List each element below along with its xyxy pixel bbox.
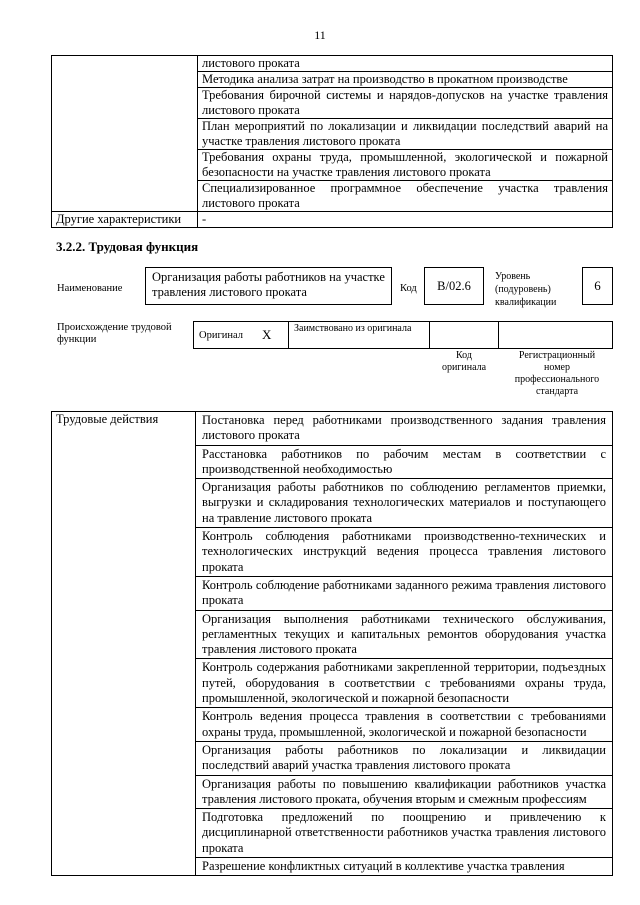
code-value-box: B/02.6 <box>424 267 484 305</box>
table-cell: Организация работы работников по локализации и ликвидации последствий аварий участка травления листового проката <box>196 741 613 775</box>
table-row <box>52 56 613 72</box>
table-cell: Постановка перед работниками производственного задания травления листового проката <box>196 412 613 446</box>
name-label: Наименование <box>57 283 123 294</box>
table-cell: Разрешение конфликтных ситуаций в коллективе участка травления <box>196 858 613 876</box>
table-cell-empty <box>52 56 198 212</box>
table-cell: Контроль соблюдение работниками заданного режима травления листового проката <box>196 576 613 610</box>
table-cell: Контроль содержания работниками закрепленной территории, подъездных путей, оборудования в соответствии с требованиями охраны труда, промышленной, экологической и пожарной безопасности <box>196 659 613 708</box>
level-label: Уровень (подуровень) квалификации <box>495 271 557 308</box>
table-row <box>52 412 613 446</box>
table-cell: Подготовка предложений по поощрению и привлечению к дисциплинарной ответственности работников участка травления листового проката <box>196 809 613 858</box>
divider <box>288 321 289 349</box>
code-label: Код <box>400 283 417 294</box>
labour-actions-label: Трудовые действия <box>52 412 196 876</box>
table-cell: листового проката <box>198 56 613 72</box>
borrowed-label: Заимствовано из оригинала <box>294 323 412 334</box>
section-title: 3.2.2. Трудовая функция <box>56 239 199 254</box>
code-original-caption: Код оригинала <box>441 350 487 373</box>
table-cell: Организация работы по повышению квалификации работников участка травления листового проката, обучения вторым и смежным профессиям <box>196 775 613 809</box>
table-cell: Организация выполнения работниками технического обслуживания, регламентных текущих и капитальных ремонтов оборудования участка травления листового проката <box>196 610 613 659</box>
other-characteristics-label: Другие характеристики <box>52 212 198 228</box>
original-mark: X <box>262 327 272 342</box>
origin-label: Происхождение трудовой функции <box>57 322 172 345</box>
table-cell: Организация работы работников по соблюдению регламентов приемки, выгрузки и складирования технологических материалов и поступающего на травление листового проката <box>196 479 613 528</box>
divider <box>498 321 499 349</box>
table-cell: План мероприятий по локализации и ликвидации последствий аварий на участке травления листового проката <box>198 119 613 150</box>
level-value-box: 6 <box>582 267 613 305</box>
table-cell: Расстановка работников по рабочим местам в соответствии с производственной необходимостью <box>196 445 613 479</box>
table-cell: Контроль соблюдения работниками производственно-технических и технологических инструкций ведения процесса травления листового проката <box>196 528 613 577</box>
page-number: 11 <box>314 28 326 42</box>
labour-actions-table <box>51 411 613 876</box>
table-cell: Методика анализа затрат на производство в прокатном производстве <box>198 72 613 88</box>
divider <box>429 321 430 349</box>
table-cell: Требования бирочной системы и нарядов-допусков на участке травления листового проката <box>198 88 613 119</box>
function-name-box: Организация работы работников на участке травления листового проката <box>145 267 392 305</box>
table-cell: Требования охраны труда, промышленной, экологической и пожарной безопасности на участке травления листового проката <box>198 150 613 181</box>
table-cell: Специализированное программное обеспечение участка травления листового проката <box>198 181 613 212</box>
other-characteristics-value: - <box>198 212 613 228</box>
registration-number-caption: Регистрационный номер профессионального стандарта <box>514 350 600 397</box>
knowledge-table <box>51 55 613 228</box>
table-row <box>52 212 613 228</box>
table-cell: Контроль ведения процесса травления в соответствии с требованиями охраны труда, промышленной, экологической и пожарной безопасности <box>196 708 613 742</box>
original-label: Оригинал <box>199 330 243 341</box>
